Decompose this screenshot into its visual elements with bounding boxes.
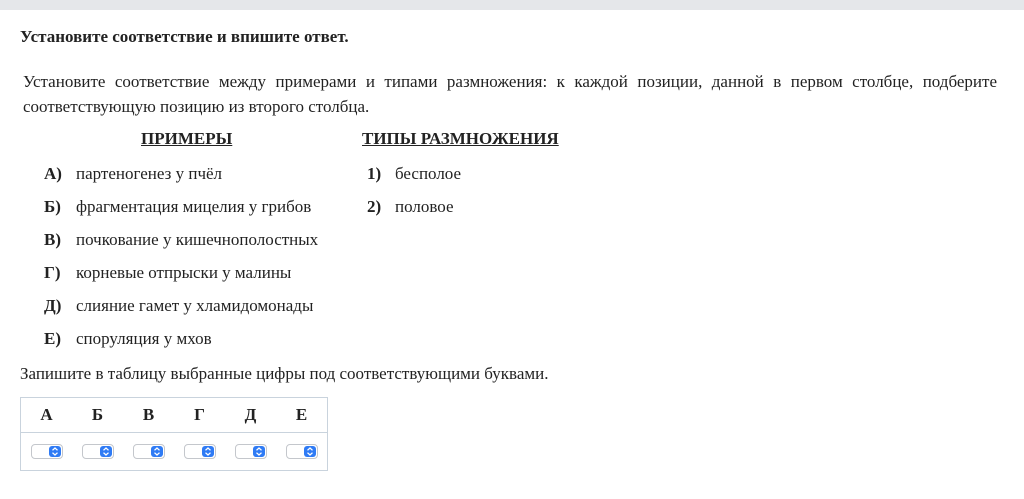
example-text: фрагментация мицелия у грибов [76,197,312,216]
select-arrow-icon [100,446,112,457]
answer-table-header-row [21,398,328,433]
example-letter: Б) [44,197,61,216]
answer-select-a[interactable] [31,444,63,459]
answer-column-header: Б [72,398,123,433]
type-item [367,196,461,229]
answer-table-select-row [21,433,328,471]
answer-cell [276,433,328,471]
examples-column-header: ПРИМЕРЫ [141,129,233,148]
answer-select-d[interactable] [235,444,267,459]
example-text: споруляция у мхов [76,329,212,348]
example-letter: Г) [44,263,61,282]
select-arrow-icon [202,446,214,457]
top-bar [0,0,1024,10]
answer-select-g[interactable] [184,444,216,459]
answer-select-b[interactable] [82,444,114,459]
example-letter: Д) [44,296,62,315]
answer-cell [225,433,276,471]
select-arrow-icon [253,446,265,457]
example-text: партеногенез у пчёл [76,164,223,183]
type-number: 2) [367,197,382,216]
example-item [44,163,318,196]
answer-column-header: В [123,398,174,433]
answer-cell [174,433,225,471]
example-item [44,229,318,262]
example-item [44,328,318,361]
answer-column-header: Е [276,398,328,433]
type-text: бесполое [395,164,462,183]
answer-select-v[interactable] [133,444,165,459]
answer-cell [72,433,123,471]
answer-cell [21,433,73,471]
example-item [44,295,318,328]
instruction-text: Запишите в таблицу выбранные цифры под соответствующими буквами. [20,364,549,383]
examples-list [44,163,318,361]
example-text: почкование у кишечнополостных [76,230,319,249]
answer-table [20,397,328,471]
answer-column-header: Д [225,398,276,433]
types-list [367,163,461,229]
type-number: 1) [367,164,382,183]
example-letter: Е) [44,329,61,348]
task-title: Установите соответствие и впишите ответ. [20,27,349,46]
example-letter: А) [44,164,62,183]
type-item [367,163,461,196]
select-arrow-icon [304,446,316,457]
example-text: слияние гамет у хламидомонады [76,296,314,315]
types-column-header: ТИПЫ РАЗМНОЖЕНИЯ [362,129,559,148]
type-text: половое [395,197,454,216]
question-text: Установите соответствие между примерами и типами размножения: к каждой позиции, данной в первом столбце, подберите соответствующую позицию из второго столбца. [23,72,997,116]
example-item [44,196,318,229]
example-letter: В) [44,230,61,249]
answer-cell [123,433,174,471]
example-item [44,262,318,295]
answer-select-e[interactable] [286,444,318,459]
answer-column-header: Г [174,398,225,433]
example-text: корневые отпрыски у малины [76,263,292,282]
select-arrow-icon [151,446,163,457]
select-arrow-icon [49,446,61,457]
answer-column-header: А [21,398,73,433]
